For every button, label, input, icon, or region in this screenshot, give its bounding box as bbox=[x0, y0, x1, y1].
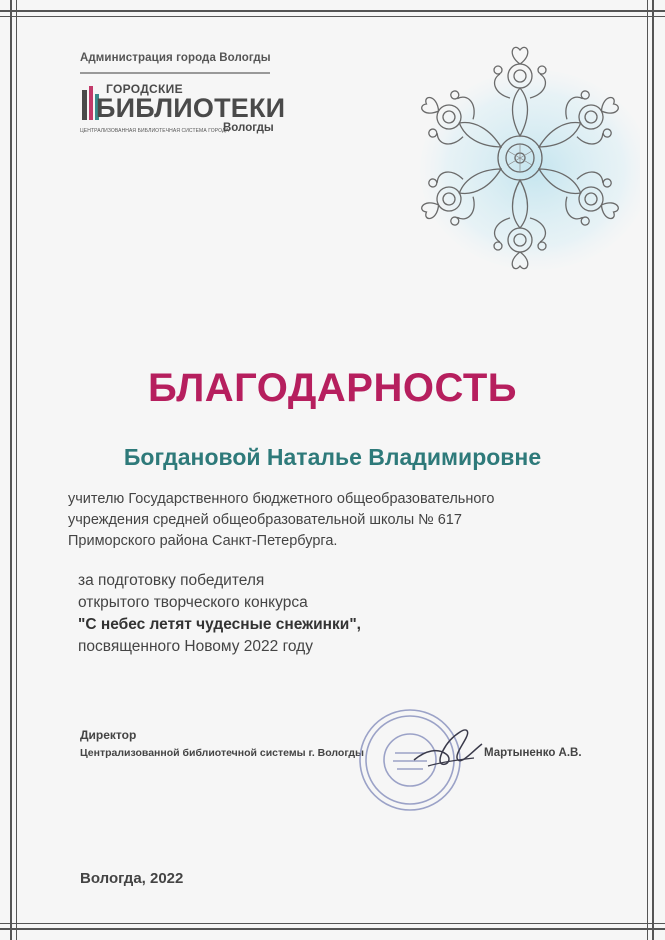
header-divider bbox=[80, 72, 270, 74]
reason-line: посвященного Новому 2022 году bbox=[78, 638, 313, 655]
director-name: Мартыненко А.В. bbox=[484, 747, 582, 759]
administration-label: Администрация города Вологды bbox=[80, 52, 271, 64]
position-line: Приморского района Санкт-Петербурга. bbox=[68, 533, 338, 549]
certificate-title: БЛАГОДАРНОСТЬ bbox=[147, 366, 518, 410]
frame-top-inner bbox=[0, 16, 665, 17]
library-logo bbox=[80, 82, 286, 142]
logo-subtitle: ЦЕНТРАЛИЗОВАННАЯ БИБЛИОТЕЧНАЯ СИСТЕМА ГОРОДА bbox=[80, 128, 229, 134]
frame-top-outer bbox=[0, 10, 665, 12]
handwritten-signature-icon bbox=[408, 720, 488, 780]
award-reason bbox=[78, 570, 361, 658]
contest-name: "С небес летят чудесные снежинки", bbox=[78, 616, 361, 633]
director-organization: Централизованной библиотечной системы г. Вологды bbox=[80, 747, 364, 759]
director-role: Директор bbox=[80, 728, 137, 742]
logo-top-line: ГОРОДСКИЕ bbox=[106, 82, 183, 96]
frame-bottom-outer bbox=[0, 928, 665, 930]
reason-line: открытого творческого конкурса bbox=[78, 594, 308, 611]
logo-main-line: БИБЛИОТЕКИ bbox=[96, 93, 286, 123]
position-line: учителю Государственного бюджетного общеобразовательного bbox=[68, 491, 495, 507]
snowflake-lace-icon bbox=[400, 40, 640, 280]
reason-line: за подготовку победителя bbox=[78, 572, 265, 589]
logo-city: Вологды bbox=[223, 122, 274, 134]
position-line: учреждения средней общеобразовательной школы № 617 bbox=[68, 512, 462, 528]
recipient-name: Богдановой Наталье Владимировне bbox=[123, 444, 542, 470]
frame-bottom-inner bbox=[0, 923, 665, 924]
place-and-year: Вологда, 2022 bbox=[80, 870, 184, 887]
recipient-position bbox=[68, 489, 494, 552]
